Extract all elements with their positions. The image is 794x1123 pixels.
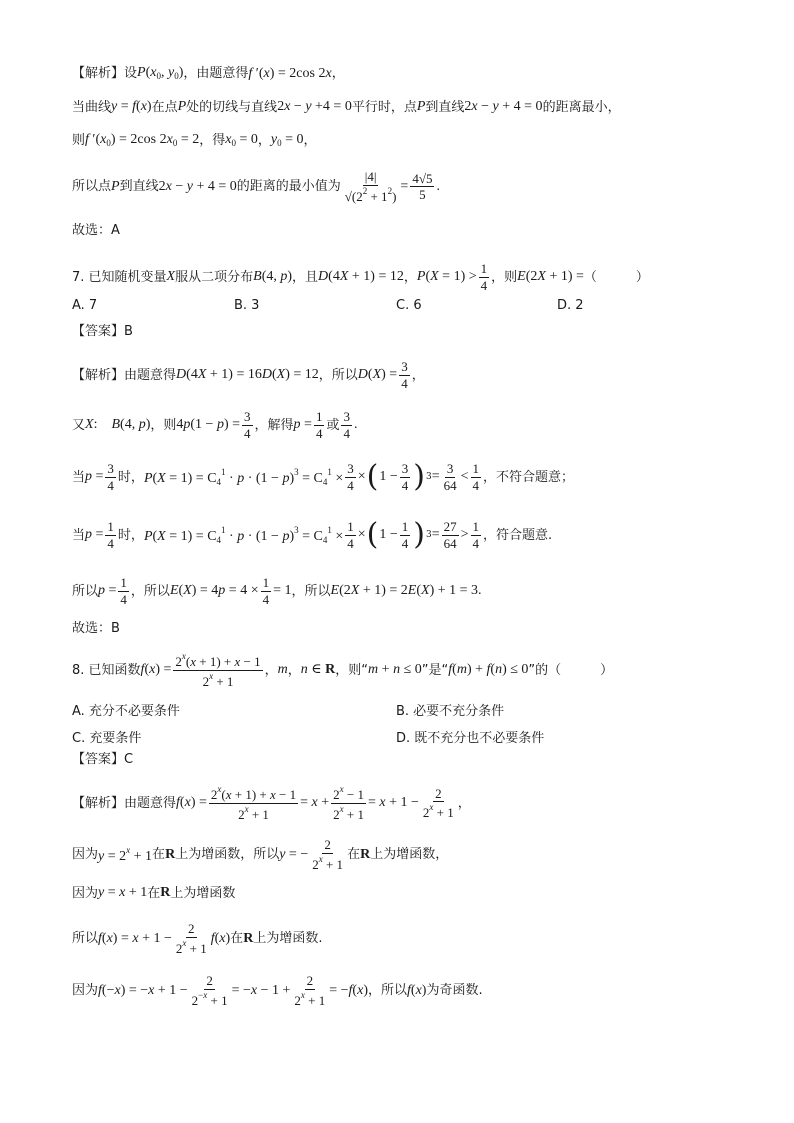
q7-stem: 7. 已知随机变量 X 服从二项分布 B(4, p) ，且 D(4X + 1) = 12 ， P(X = 1) > $\frac{1}{4}$ ，则 E(2X + 1) = （ ）	[72, 261, 649, 293]
q7-answer: 【答案】 B	[72, 324, 133, 339]
q8-answer: 【答案】 C	[72, 752, 134, 767]
q7-option-a: A. 7	[72, 298, 98, 313]
q7-option-b: B. 3	[234, 298, 260, 313]
q8-analysis-line-4: 所以 f(x) = x + 1 − $\frac{2}{2^x + 1}$ f(x) 在 R 上为增函数.	[72, 921, 323, 956]
q8-analysis-line-1: 【解析】 由题意得 f(x) = $\frac{2^x(x + 1) + x - 1}{2^x + 1}$ = x + $\frac{2^x - 1}{2^x + 1}$ = x + 1 − $\frac{2}{2^x + 1}$ ，	[72, 784, 471, 822]
q6-analysis-line-3: 则 f $'(x_0) = 2\cos$ $2x_0 = 2$ ，得 $x_0 = 0$ ， $y_0 = 0$ ，	[72, 132, 317, 148]
q6-analysis-line-2: 当曲线 y = f(x) 在点 P 处的切线与直线 2x − y +4 = 0 平行时，点 P 到直线 2x − y + 4 = 0 的距离最小，	[72, 99, 621, 115]
q8-analysis-line-5: 因为 f(−x) = −x + 1 − $\frac{2}{2^{-x} + 1}$ = −x − 1 + $\frac{2}{2^x + 1}$ = −f(x) ，所以 f(x) 为奇函数.	[72, 973, 483, 1008]
q7-choice: 故选：B	[72, 621, 120, 636]
q8-option-d: D. 既不充分也不必要条件	[396, 731, 545, 746]
q7-analysis-line-5: 所以 p = $\frac{1}{4}$ ，所以 E(X) = 4p = 4 × $\frac{1}{4}$ = 1 ，所以 E(2X + 1) = 2E(X) + 1 = 3 .	[72, 575, 482, 607]
q6-analysis-line-4: 所以点 P 到直线 2x − y + 4 = 0 的距离的最小值为 $\frac{|4|}{√(2^2 + 1^2)}$ = $\frac{4√5}{5}$ .	[72, 169, 440, 204]
q7-analysis-line-1: 【解析】 由题意得 D(4X + 1) = 16D(X) = 12 ，所以 D(X) = $\frac{3}{4}$ ，	[72, 359, 425, 391]
q8-option-b: B. 必要不充分条件	[396, 704, 505, 719]
q7-analysis-line-3: 当 p = $\frac{3}{4}$ 时， $P(X = 1) = C_4^1 \cdot p \cdot (1 - p)^3 = C_4^1$ × $\frac{3}{4}$ × ( 1 − $\frac{3}{4}$ ) 3 = $\frac{3}{64}$ < $\frac{1}{4}$ ，不符合题意；	[72, 459, 575, 495]
q7-analysis-line-4: 当 p = $\frac{1}{4}$ 时， $P(X = 1) = C_4^1 \cdot p \cdot (1 - p)^3 = C_4^1$ × $\frac{1}{4}$ × ( 1 − $\frac{1}{4}$ ) 3 = $\frac{27}{64}$ > $\frac{1}{4}$ ，符合题意.	[72, 517, 553, 553]
q8-analysis-line-3: 因为 y = x + 1 在 R 上为增函数	[72, 885, 236, 901]
q8-analysis-line-2: 因为 $y = 2^x + 1$ 在 R 上为增函数，所以 y = − $\frac{2}{2^x + 1}$ 在 R 上为增函数，	[72, 837, 449, 872]
q8-option-c: C. 充要条件	[72, 731, 142, 746]
answer-tag: 【答案】	[72, 324, 125, 339]
q8-option-a: A. 充分不必要条件	[72, 704, 180, 719]
q6-choice: 故选：A	[72, 223, 120, 238]
q6-analysis-line-1: 【解析】 设 $P(x_0$, $y_0$) ，由题意得 f ′(x) = 2cos 2x ，	[72, 65, 345, 81]
q7-analysis-line-2: 又 X: B(4, p) ，则 4p(1 − p) = $\frac{3}{4}$ ，解得 p = $\frac{1}{4}$ 或 $\frac{3}{4}$ .	[72, 409, 358, 441]
q7-option-c: C. 6	[396, 298, 422, 313]
q8-stem: 8. 已知函数 f(x) = $\frac{2^x(x + 1) + x - 1}{2^x + 1}$ ， m ， n ∈ R ，则“ m + n ≤ 0 ”是“ f(m) + f(n) ≤ 0 ”的（ ）	[72, 651, 614, 689]
analysis-tag: 【解析】	[72, 66, 125, 81]
q7-option-d: D. 2	[557, 298, 584, 313]
